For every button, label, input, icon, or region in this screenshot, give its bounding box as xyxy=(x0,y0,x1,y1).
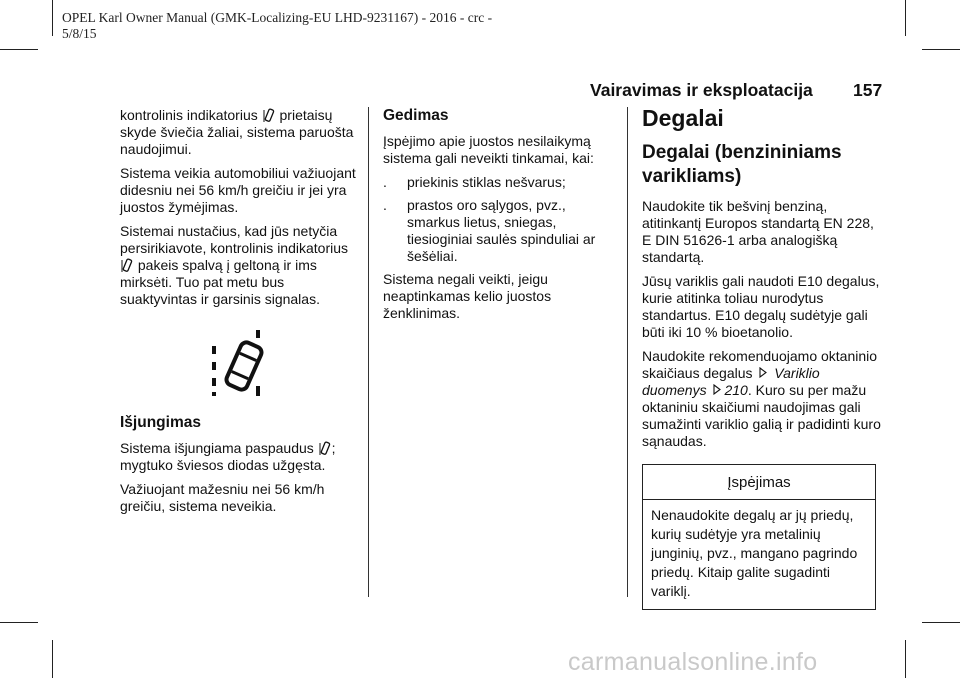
column-divider xyxy=(368,107,369,597)
column-2 xyxy=(383,107,613,329)
column-1 xyxy=(120,107,360,522)
text: Sistema išjungiama paspaudus xyxy=(120,440,314,456)
column-divider xyxy=(627,107,628,597)
crop-mark xyxy=(922,622,960,623)
watermark: carmanualsonline.info xyxy=(568,648,818,676)
paragraph: Važiuojant mažesniu nei 56 km/h greičiu, sistema neveikia. xyxy=(120,481,325,514)
text: Naudokite rekomenduojamo xyxy=(642,348,818,364)
text: pakeis spalvą į xyxy=(137,257,230,273)
column-3 xyxy=(642,107,882,610)
paragraph xyxy=(120,107,360,158)
crop-mark xyxy=(905,0,906,36)
text: kontrolinis indikatorius xyxy=(120,107,258,123)
section-heading: Gedimas xyxy=(383,107,449,124)
warning-box xyxy=(642,464,876,610)
bullet: . xyxy=(383,197,387,213)
reference-arrow-icon xyxy=(712,384,722,395)
text: oktaninio skaičiaus degalus xyxy=(642,348,878,381)
crop-mark xyxy=(52,0,53,36)
text: prietaisų xyxy=(279,107,333,123)
crop-mark xyxy=(905,640,906,678)
paragraph xyxy=(120,440,360,474)
bullet: . xyxy=(383,174,387,190)
paragraph xyxy=(642,348,882,450)
list-item-text: prastos oro sąlygos, pvz., smarkus lietus, sniegas, tiesioginiai saulės spinduliai ar šešėliai. xyxy=(407,197,596,264)
lane-departure-icon xyxy=(210,330,270,398)
list-item xyxy=(383,174,613,191)
crop-mark xyxy=(52,640,53,678)
text: geltoną ir ims mirksėti. Tuo pat metu bus suaktyvintas ir garsinis signalas. xyxy=(120,257,320,307)
text: indikatorius xyxy=(277,240,349,256)
text: Sistemai nustačius, kad jūs netyčia persirikiavote, kontrolinis xyxy=(120,223,338,256)
crop-mark xyxy=(0,622,38,623)
crop-mark xyxy=(922,49,960,50)
reference-arrow-icon xyxy=(758,367,768,378)
meta-line-2: 5/8/15 xyxy=(62,26,97,41)
warning-title: Įspėjimas xyxy=(643,465,875,500)
section-heading: Degalai (benzininiams varikliams) xyxy=(642,142,842,187)
cross-reference-page[interactable]: 210 xyxy=(724,382,748,398)
list-item-text: priekinis stiklas nešvarus; xyxy=(407,174,566,190)
document-meta xyxy=(62,10,542,42)
paragraph: Sistema veikia automobiliui važiuojant didesniu nei 56 km/h greičiu ir jei yra juostos žymėjimas. xyxy=(120,165,356,215)
lane-departure-icon xyxy=(263,108,275,123)
text: skyde šviečia žaliai, sistema paruošta naudojimui. xyxy=(120,124,354,157)
paragraph: Naudokite tik bešvinį benziną, atitinkantį Europos standartą EN 228, E DIN 51626-1 arba analogišką standartą. xyxy=(642,198,874,265)
text: . Kuro su per mažu oktaniniu skaičiumi naudojimas gali sumažinti variklio galią ir padidinti kuro sąnaudas. xyxy=(642,382,881,449)
list-item xyxy=(383,197,613,265)
lane-departure-icon xyxy=(319,441,331,456)
text: mygtuko šviesos diodas užgęsta. xyxy=(120,457,326,473)
cross-reference-link[interactable]: Variklio duomenys xyxy=(642,365,820,398)
lane-departure-illustration xyxy=(210,330,270,398)
paragraph xyxy=(120,223,360,308)
paragraph: Sistema negali veikti, jeigu neaptinkamas kelio juostos ženklinimas. xyxy=(383,271,552,321)
meta-line-1: OPEL Karl Owner Manual (GMK-Localizing-EU LHD-9231167) - 2016 - crc - xyxy=(62,10,493,25)
paragraph: Įspėjimo apie juostos nesilaikymą sistema gali neveikti tinkamai, kai: xyxy=(383,133,594,166)
text: ; xyxy=(331,440,336,456)
running-title: Vairavimas ir eksploatacija xyxy=(590,80,813,100)
crop-mark xyxy=(0,49,38,50)
paragraph: Jūsų variklis gali naudoti E10 degalus, kurie atitinka toliau nurodytus standartus. E10 degalų sudėtyje gali būti iki 10 % bioetanolio. xyxy=(642,273,880,340)
section-heading: Išjungimas xyxy=(120,414,201,431)
page-number: 157 xyxy=(853,80,883,100)
chapter-heading: Degalai xyxy=(642,105,724,131)
lane-departure-icon xyxy=(121,258,133,273)
warning-text: Nenaudokite degalų ar jų priedų, kurių sudėtyje yra metalinių junginių, pvz., mangano pagrindo priedų. Kitaip galite sugadinti variklį. xyxy=(651,507,858,599)
